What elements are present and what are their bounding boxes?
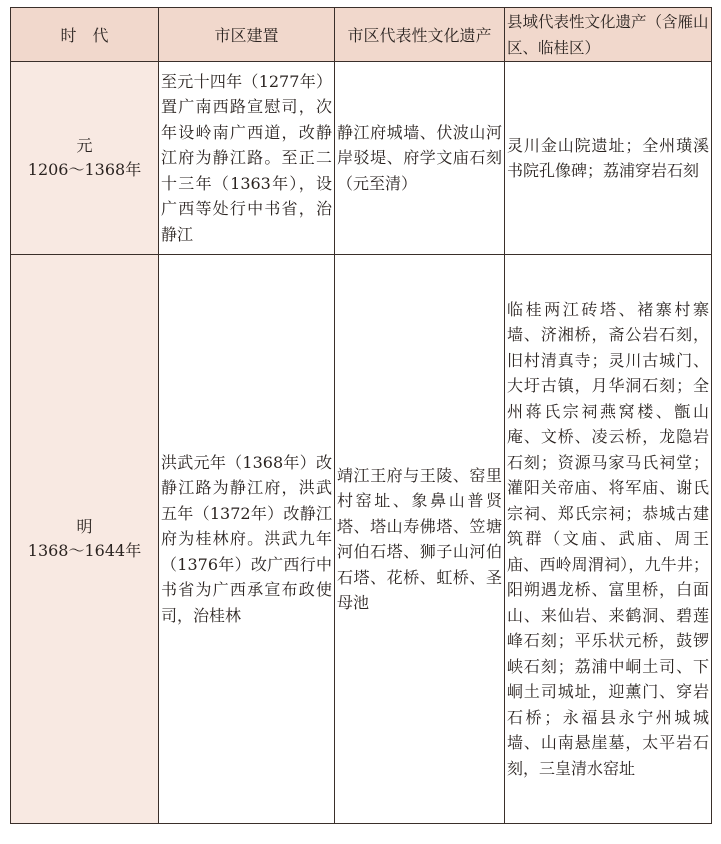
heritage-table	[10, 7, 712, 824]
era-name: 明	[76, 517, 93, 536]
establishment-text: 至元十四年（1277年）置广南西路宣慰司，次年设岭南广西道，改静江府为静江路。至正二十三年（1363年），设广西等处行中书省，治静江	[161, 71, 332, 244]
header-city-heritage: 市区代表性文化遗产	[335, 8, 505, 62]
era-years: 1206～1368年	[27, 160, 142, 179]
table-row-yuan	[11, 62, 712, 255]
county-heritage-text: 临桂两江砖塔、褚寨村寨墙、济湘桥，斋公岩石刻，旧村清真寺；灵川古城门、大圩古镇，月华洞石刻；全州蒋氏宗祠燕窝楼、甑山庵、文桥、凌云桥，龙隐岩石刻；资源马家马氏祠堂；灌阳关帝庙、将军庙、谢氏宗祠、郑氏宗祠；恭城古建筑群（文庙、武庙、周王庙、西岭周渭祠），九牛井；阳朔遇龙桥、富里桥，白面山、来仙岩、来鹤洞、碧莲峰石刻；平乐状元桥，鼓锣峡石刻；荔浦中峒土司、下峒土司城址，迎薰门、穿岩石桥；永福县永宁州城城墙、山南悬崖墓，太平岩石刻，三皇清水窑址	[507, 299, 709, 778]
county-heritage-text: 灵川金山院遗址；全州璜溪书院孔像碑；荔浦穿岩石刻	[507, 135, 709, 180]
county-heritage-cell	[505, 62, 712, 255]
city-heritage-cell	[335, 62, 505, 255]
header-era: 时 代	[11, 8, 159, 62]
county-heritage-cell	[505, 255, 712, 824]
table-row-ming	[11, 255, 712, 824]
city-heritage-text: 靖江王府与王陵、窑里村窑址、象鼻山普贤塔、塔山寿佛塔、笠塘河伯石塔、狮子山河伯石塔、花桥、虹桥、圣母池	[337, 465, 502, 612]
header-row	[11, 8, 712, 62]
era-years: 1368～1644年	[27, 541, 142, 560]
city-heritage-cell	[335, 255, 505, 824]
era-cell	[11, 255, 159, 824]
header-county-heritage: 县域代表性文化遗产（含雁山区、临桂区）	[505, 8, 712, 62]
establishment-text: 洪武元年（1368年）改静江路为静江府，洪武五年（1372年）改静江府为桂林府。洪武九年（1376年）改广西行中书省为广西承宣布政使司，治桂林	[161, 452, 332, 625]
era-name: 元	[76, 136, 93, 155]
era-cell	[11, 62, 159, 255]
establishment-cell	[159, 62, 335, 255]
establishment-cell	[159, 255, 335, 824]
city-heritage-text: 静江府城墙、伏波山河岸驳堤、府学文庙石刻（元至清）	[337, 122, 502, 193]
header-establishment: 市区建置	[159, 8, 335, 62]
